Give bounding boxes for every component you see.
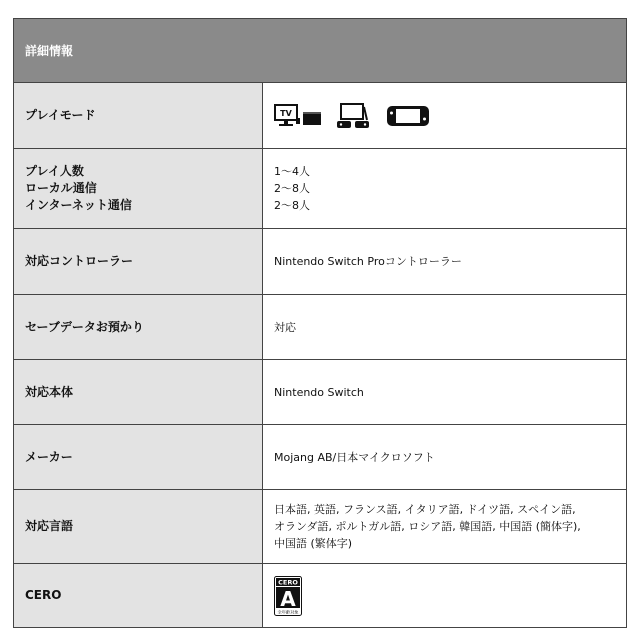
cero-value <box>263 564 626 627</box>
controller-value-text: Nintendo Switch Proコントローラー <box>274 255 462 268</box>
playmode-label-text: プレイモード <box>25 108 96 122</box>
local-comm-value: 2～8人 <box>274 182 310 195</box>
details-title: 詳細情報 <box>25 44 74 58</box>
players-label <box>14 149 263 228</box>
row-save <box>14 295 626 360</box>
languages-value <box>263 490 626 563</box>
row-console <box>14 360 626 425</box>
maker-label <box>14 425 263 489</box>
svg-text:A: A <box>280 586 296 611</box>
controller-value <box>263 229 626 294</box>
console-label <box>14 360 263 424</box>
languages-line: 日本語, 英語, フランス語, イタリア語, ドイツ語, スペイン語, <box>274 503 576 516</box>
local-comm-label: ローカル通信 <box>25 181 97 195</box>
row-controller <box>14 229 626 295</box>
playmode-label <box>14 83 263 148</box>
maker-label-text: メーカー <box>25 449 73 464</box>
save-value-text: 対応 <box>274 320 296 334</box>
save-label <box>14 295 263 359</box>
row-maker <box>14 425 626 490</box>
row-languages <box>14 490 626 564</box>
save-value <box>263 295 626 359</box>
controller-label <box>14 229 263 294</box>
row-playmode <box>14 83 626 149</box>
details-header <box>14 19 626 83</box>
tabletop-mode-icon <box>336 103 372 129</box>
svg-text:全年齢対象: 全年齢対象 <box>277 609 299 615</box>
playmode-icons <box>274 103 620 129</box>
cero-label <box>14 564 263 627</box>
row-players <box>14 149 626 229</box>
internet-comm-value: 2～8人 <box>274 199 310 212</box>
console-value <box>263 360 626 424</box>
player-count-value: 1～4人 <box>274 165 310 178</box>
playmode-value <box>263 83 626 148</box>
controller-label-text: 対応コントローラー <box>25 254 134 268</box>
details-table <box>13 18 627 628</box>
players-value <box>263 149 626 228</box>
tv-mode-icon <box>274 104 322 128</box>
maker-value-text: Mojang AB/日本マイクロソフト <box>274 450 435 464</box>
maker-value <box>263 425 626 489</box>
languages-label <box>14 490 263 563</box>
languages-label-text: 対応言語 <box>25 519 74 533</box>
internet-comm-label: インターネット通信 <box>25 198 132 212</box>
row-cero <box>14 564 626 627</box>
console-label-text: 対応本体 <box>25 384 74 399</box>
console-value-text: Nintendo Switch <box>274 385 364 399</box>
cero-a-rating-icon <box>274 576 620 616</box>
handheld-mode-icon <box>386 105 430 127</box>
languages-line: オランダ語, ポルトガル語, ロシア語, 韓国語, 中国語 (簡体字), <box>274 520 581 533</box>
cero-label-text: CERO <box>25 588 62 602</box>
player-count-label: プレイ人数 <box>25 164 84 178</box>
save-label-text: セーブデータお預かり <box>25 319 144 334</box>
languages-line: 中国語 (繁体字) <box>274 537 353 550</box>
svg-text:TV: TV <box>280 108 292 118</box>
svg-text:CERO: CERO <box>278 578 298 587</box>
